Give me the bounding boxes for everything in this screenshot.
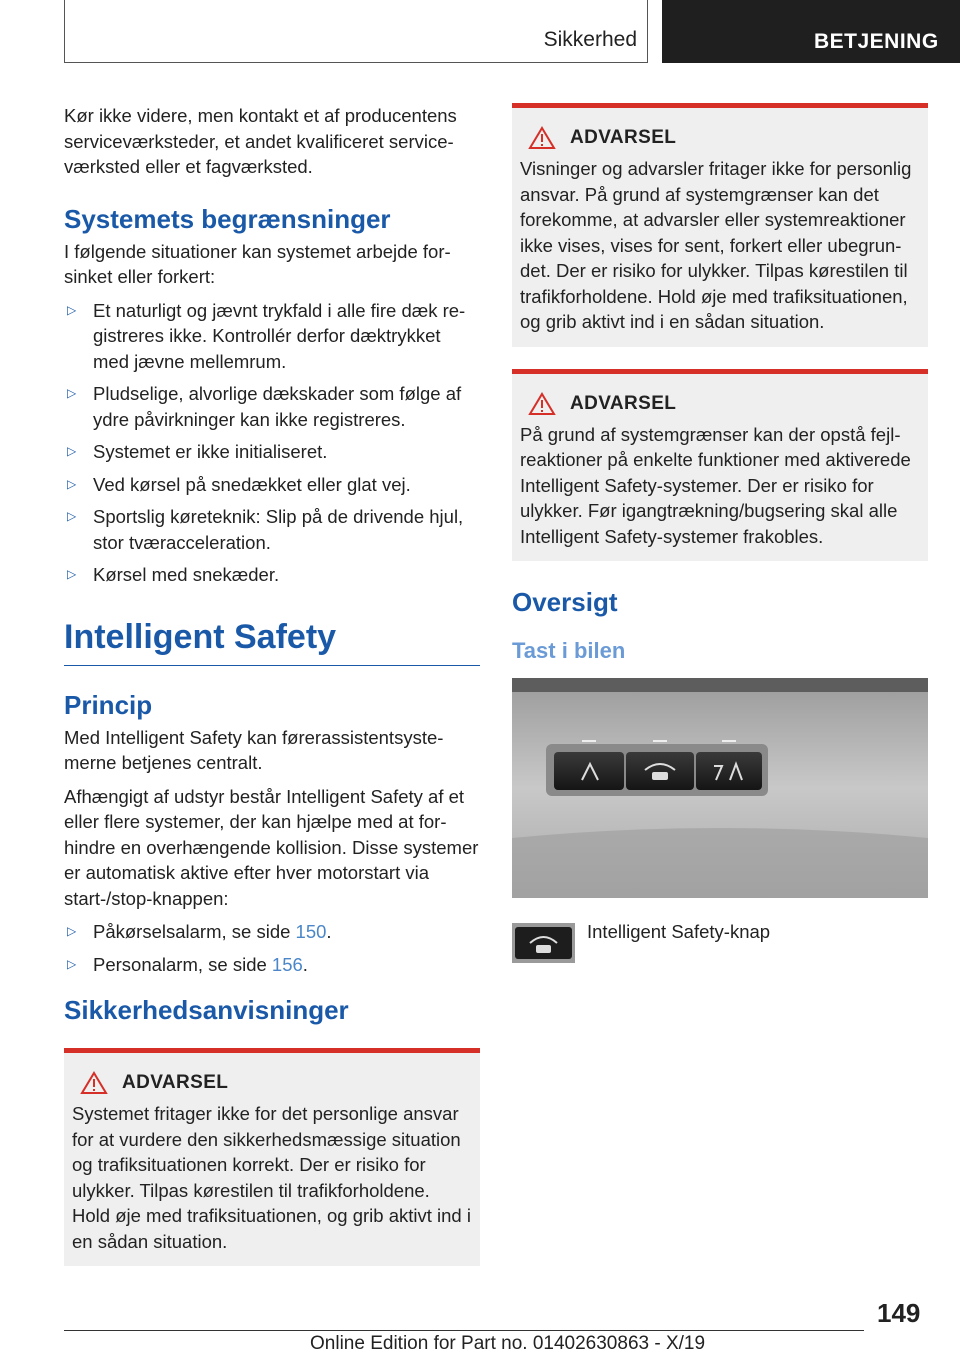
list-item: ▷ Kørsel med snekæder. [64,562,480,588]
main-heading: Intelligent Safety [64,618,480,666]
triangle-bullet-icon: ▷ [67,509,77,523]
footer-divider [64,1330,864,1331]
page-link-156[interactable]: 156 [271,953,303,975]
header-chapter-title: BETJENING [814,30,939,53]
list-item: ▷ Pludselige, alvorlige dækskader som følge af ydre påvirkninger kan ikke registreres. [67,383,462,430]
legend-text: Intelligent Safety-knap [587,921,771,942]
page-number: 149 [877,1298,921,1328]
warning-text: På grund af systemgrænser kan der opstå fejlreaktioner på enkelte funktioner med aktiverede Intelligent Safety-systemer. Der er risiko for ulykker. Før igangtrækning/bugsering skal alle Intelligent Safety-systemer frakobles. [520,423,911,547]
list-item: ▷ Påkørselsalarm, se side 150. [64,919,480,945]
triangle-bullet-icon: ▷ [67,924,77,938]
list-item: ▷ Ved kørsel på snedækket eller glat vej. [64,472,480,498]
right-column [512,103,928,963]
intro-paragraph: Kør ikke videre, men kontakt et af producentens serviceværksteder, et andet kvalificeret serviceværksted eller et fagværksted. [64,105,457,177]
warning-box [64,1048,480,1266]
intelligent-safety-button-icon [512,923,575,963]
warning-triangle-icon [528,392,556,416]
warning-text: Systemet fritager ikke for det personlige ansvar for at vurdere den sikkerhedsmæssige situation og trafiksituationen korrekt. Der er risiko for ulykker. Tilpas kørestilen til trafikforholdene. Hold øje med trafiksituationen, og grib aktivt ind i en sådan situation. [72,1103,471,1252]
header-section-title: Sikkerhed [543,28,637,51]
warning-box-1 [512,103,928,347]
header-chapter-box [662,0,960,63]
list-item: ▷ Et naturligt og jævnt trykfald i alle fire dæk registreres ikke. Kontrollér derfor dæktrykket med jævne mellemrum. [67,299,466,372]
principle-list [64,919,480,977]
list-item: ▷ Sportslig køreteknik: Slip på de drivende hjul, stor tværacceleration. [67,506,464,553]
principle-paragraph-1: Med Intelligent Safety kan førerassistentsystemerne betjenes centralt. [64,726,444,773]
warning-triangle-icon [80,1071,108,1095]
legend-row [512,923,928,963]
triangle-bullet-icon: ▷ [67,956,77,971]
triangle-bullet-icon: ▷ [67,444,77,458]
overview-heading: Oversigt [512,587,618,617]
switch-panel-photo [512,678,928,898]
triangle-bullet-icon: ▷ [67,302,77,317]
warning-box-2 [512,369,928,562]
list-item: ▷ Systemet er ikke initialiseret. [64,439,480,465]
warning-title: ADVARSEL [122,1072,229,1093]
limits-heading: Systemets begrænsninger [64,203,391,234]
triangle-bullet-icon: ▷ [67,386,77,400]
warning-title: ADVARSEL [570,127,677,148]
limits-intro: I følgende situationer kan systemet arbejde forsinket eller forkert: [64,240,451,287]
triangle-bullet-icon: ▷ [67,567,77,581]
footer-edition: Online Edition for Part no. 01402630863 - X/19 [310,1333,706,1354]
list-item: ▷ Personalarm, se side 156. [64,952,480,978]
principle-paragraph-2: Afhængigt af udstyr består Intelligent Safety af et eller flere systemer, der kan hjælpe med at forhindre en overhængende kollision. Disse systemer er automatisk aktive efter hver motorstart via start-/stop-knappen: [64,785,479,909]
page-link-150[interactable]: 150 [295,921,327,942]
limits-list [64,298,480,588]
header-section-box [64,0,648,63]
principle-heading: Princip [64,689,153,720]
warning-triangle-icon [528,126,556,150]
left-column [64,103,480,1266]
warning-text: Visninger og advarsler fritager ikke for personlig ansvar. På grund af systemgrænser kan det forekomme, at advarsler eller systemreaktioner ikke vises, vises for sent, forkert eller ubegrundet. Der er risiko for ulykker. Tilpas kørestilen til trafikforholdene. Hold øje med trafiksituationen, og grib aktivt ind i en sådan situation. [520,158,912,332]
triangle-bullet-icon: ▷ [67,476,77,491]
safety-heading: Sikkerhedsanvisninger [64,995,349,1025]
button-heading: Tast i bilen [512,638,626,663]
warning-title: ADVARSEL [570,392,677,414]
